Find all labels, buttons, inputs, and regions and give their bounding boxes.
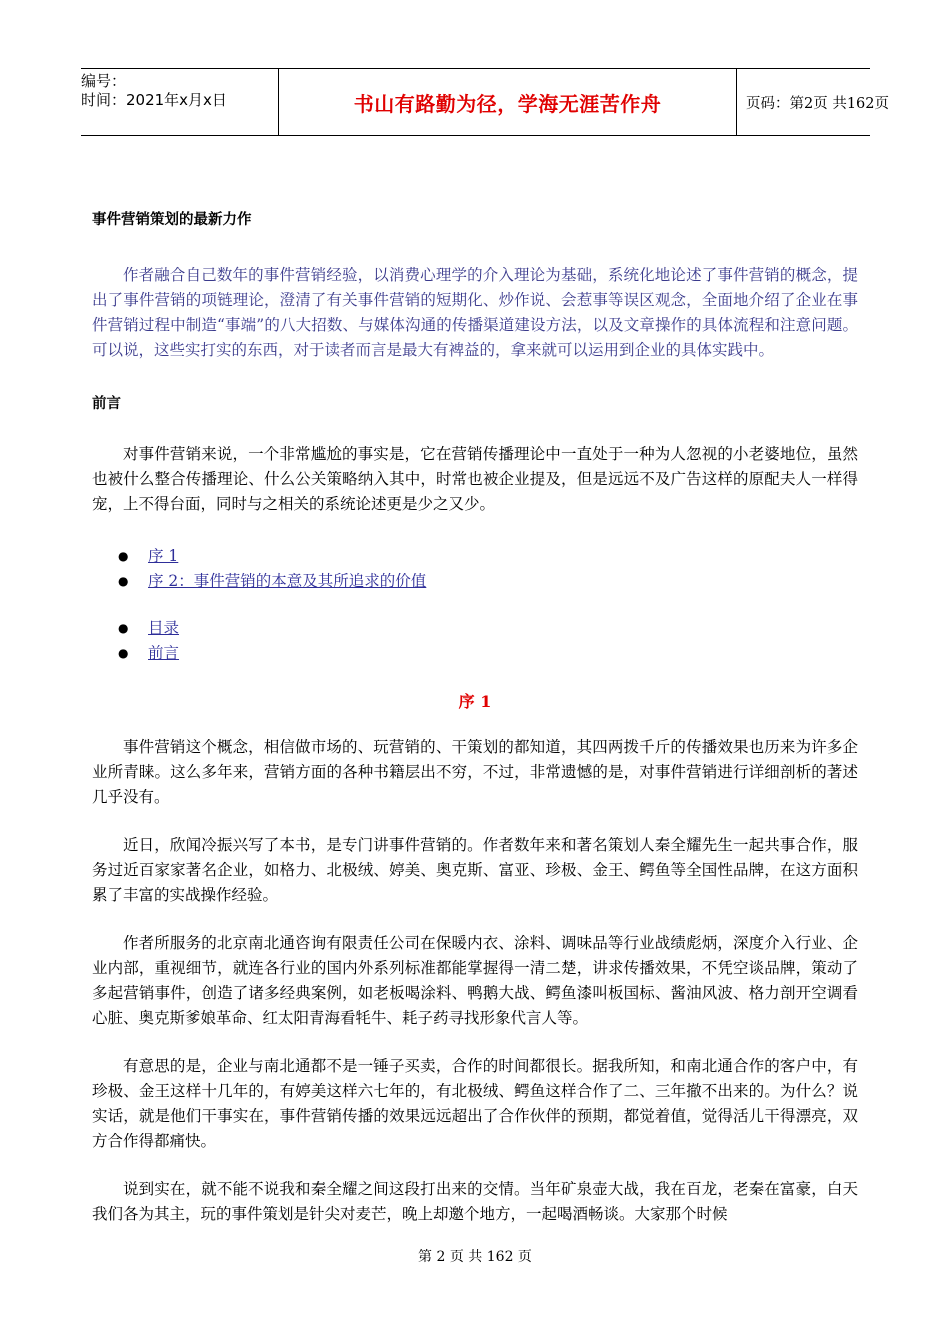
section-title: 序 1 bbox=[458, 692, 492, 711]
bullet-icon: ● bbox=[118, 549, 129, 563]
link-toc[interactable]: 目录 bbox=[148, 619, 180, 637]
header-motto: 书山有路勤为径，学海无涯苦作舟 bbox=[353, 91, 662, 116]
document-body bbox=[92, 210, 858, 1227]
bullet-icon: ● bbox=[118, 621, 129, 635]
list-item bbox=[92, 641, 858, 666]
bullet-icon: ● bbox=[118, 574, 129, 588]
list-item bbox=[92, 544, 858, 569]
link-preface-2[interactable]: 序 2：事件营销的本意及其所追求的价值 bbox=[148, 572, 427, 590]
header-motto-cell bbox=[279, 69, 737, 135]
bullet-icon: ● bbox=[118, 646, 129, 660]
link-list-2 bbox=[92, 616, 858, 666]
body-paragraph: 近日，欣闻冷振兴写了本书，是专门讲事件营销的。作者数年来和著名策划人秦全耀先生一起共事合作，服务过近百家家著名企业，如格力、北极绒、婷美、奥克斯、富亚、珍极、金王、鳄鱼等全国性品牌，在这方面积累了丰富的实战操作经验。 bbox=[92, 836, 858, 904]
page-header bbox=[81, 68, 890, 136]
document-title: 事件营销策划的最新力作 bbox=[92, 212, 252, 228]
body-paragraph: 事件营销这个概念，相信做市场的、玩营销的、干策划的都知道，其四两拨千斤的传播效果也历来为许多企业所青睐。这么多年来，营销方面的各种书籍层出不穷，不过，非常遗憾的是，对事件营销进行详细剖析的著述几乎没有。 bbox=[92, 738, 858, 806]
link-preface-1[interactable]: 序 1 bbox=[148, 547, 179, 565]
time-label: 时间：2021年x月x日 bbox=[81, 91, 227, 109]
preface-paragraph: 对事件营销来说，一个非常尴尬的事实是，它在营销传播理论中一直处于一种为人忽视的小老婆地位，虽然也被什么整合传播理论、什么公关策略纳入其中，时常也被企业提及，但是远远不及广告这样的原配夫人一样得宠，上不得台面，同时与之相关的系统论述更是少之又少。 bbox=[92, 445, 858, 513]
number-label: 编号： bbox=[81, 72, 127, 90]
link-list-1 bbox=[92, 544, 858, 594]
list-item bbox=[92, 569, 858, 594]
link-foreword[interactable]: 前言 bbox=[148, 644, 180, 662]
page-footer: 第 2 页 共 162 页 bbox=[418, 1249, 532, 1265]
body-paragraph: 说到实在，就不能不说我和秦全耀之间这段打出来的交情。当年矿泉壶大战，我在百龙，老秦在富豪，白天我们各为其主，玩的事件策划是针尖对麦芒，晚上却邀个地方，一起喝酒畅谈。大家那个时候 bbox=[92, 1180, 858, 1223]
body-paragraph: 有意思的是，企业与南北通都不是一锤子买卖，合作的时间都很长。据我所知，和南北通合作的客户中，有珍极、金王这样十几年的，有婷美这样六七年的，有北极绒、鳄鱼这样合作了二、三年撤不出来的。为什么？说实话，就是他们干事实在，事件营销传播的效果远远超出了合作伙伴的预期，都觉着值，觉得活儿干得漂亮，双方合作得都痛快。 bbox=[92, 1057, 858, 1150]
list-item bbox=[92, 616, 858, 641]
intro-paragraph: 作者融合自己数年的事件营销经验，以消费心理学的介入理论为基础，系统化地论述了事件营销的概念，提出了事件营销的项链理论，澄清了有关事件营销的短期化、炒作说、会惹事等误区观念，全面地介绍了企业在事件营销过程中制造“事端”的八大招数、与媒体沟通的传播渠道建设方法，以及文章操作的具体流程和注意问题。可以说，这些实打实的东西，对于读者而言是最大有裨益的，拿来就可以运用到企业的具体实践中。 bbox=[92, 266, 858, 359]
body-paragraph: 作者所服务的北京南北通咨询有限责任公司在保暖内衣、涂料、调味品等行业战绩彪炳，深度介入行业、企业内部，重视细节，就连各行业的国内外系列标准都能掌握得一清二楚，讲求传播效果，不凭空谈品牌，策动了多起营销事件，创造了诸多经典案例，如老板喝涂料、鸭鹅大战、鳄鱼漆叫板国标、酱油风波、格力剖开空调看心脏、奥克斯爹娘革命、红太阳青海看牦牛、耗子药寻找形象代言人等。 bbox=[92, 934, 858, 1027]
header-page-label: 页码：第2页 共162页 bbox=[746, 95, 890, 112]
header-meta bbox=[81, 69, 279, 135]
preface-heading: 前言 bbox=[92, 396, 121, 412]
